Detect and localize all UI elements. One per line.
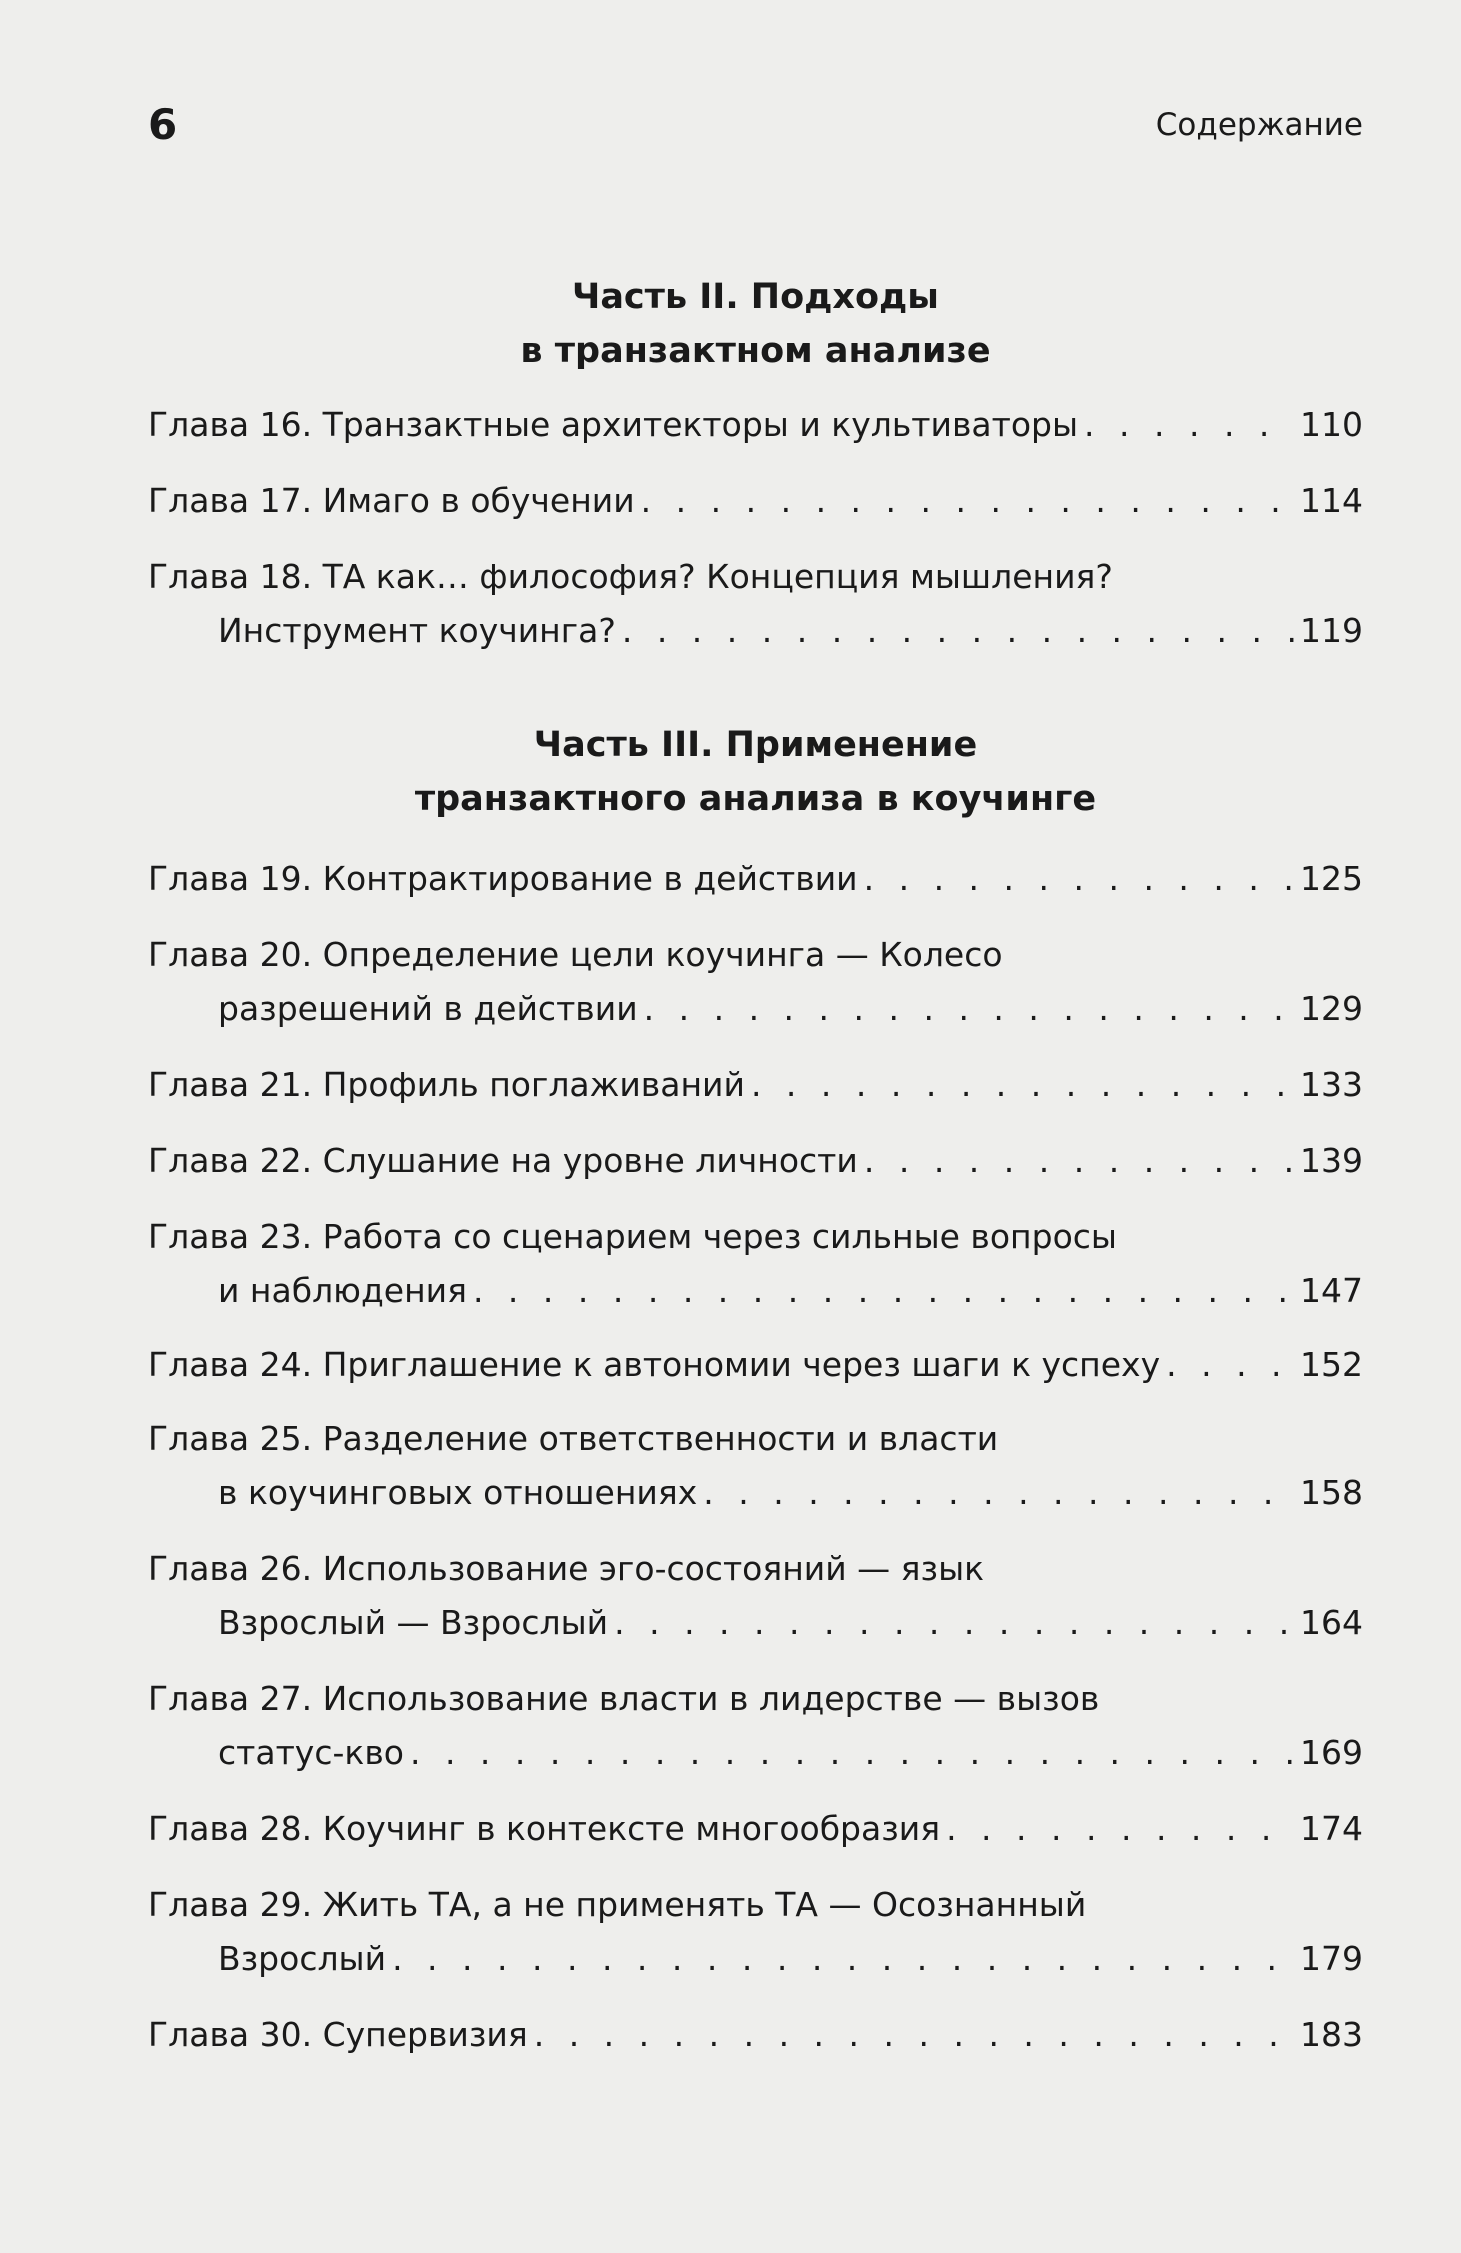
leader-dots [641,474,1294,528]
toc-entry [148,1210,1363,1318]
part-title-line: Часть II. Подходы [572,277,939,317]
toc-entry [148,1412,1363,1520]
leader-dots [622,604,1294,658]
chapter-title: Глава 24. Приглашение к автономии через шаги к успеху [148,1345,1161,1384]
chapter-title: Глава 17. Имаго в обучении [148,481,635,520]
page-ref: 125 [1300,859,1363,898]
chapter-title: Глава 25. Разделение ответственности и власти [148,1419,999,1458]
chapter-title: Глава 26. Использование эго-состояний — язык [148,1549,985,1588]
part-title-line: в транзактном анализе [520,331,991,371]
leader-dots [1084,398,1294,452]
leader-dots [751,1058,1294,1112]
chapter-list [148,852,1363,2062]
page-ref: 147 [1300,1271,1363,1310]
page-number: 6 [148,100,178,149]
table-of-contents [148,270,1363,2084]
leader-dots [644,982,1294,1036]
page-ref: 152 [1300,1345,1363,1384]
page-ref: 158 [1300,1473,1363,1512]
toc-entry [148,550,1363,658]
leader-dots [410,1726,1294,1780]
leader-dots [614,1596,1294,1650]
chapter-title: Глава 23. Работа со сценарием через сильные вопросы [148,1217,1117,1256]
toc-entry [148,1058,1363,1112]
toc-entry [148,928,1363,1036]
toc-entry [148,1542,1363,1650]
page-header [148,95,1363,155]
toc-entry [148,398,1363,452]
page-ref: 179 [1300,1939,1363,1978]
leader-dots [1166,1338,1294,1392]
chapter-title-continued: разрешений в действии [218,989,638,1028]
page-ref: 129 [1300,989,1363,1028]
page-ref: 169 [1300,1733,1363,1772]
chapter-title-continued: статус-кво [218,1733,404,1772]
toc-entry [148,1338,1363,1392]
toc-entry [148,2008,1363,2062]
part-title-line: Часть III. Применение [533,725,978,765]
part-title [148,270,1363,378]
toc-entry [148,474,1363,528]
chapter-title-continued: Взрослый — Взрослый [218,1603,609,1642]
chapter-list [148,398,1363,658]
part-title [148,718,1363,826]
leader-dots [864,1134,1294,1188]
toc-entry [148,1802,1363,1856]
running-head: Содержание [1155,107,1363,143]
part-title-line: транзактного анализа в коучинге [414,779,1097,819]
chapter-title: Глава 21. Профиль поглаживаний [148,1065,745,1104]
chapter-title-continued: Взрослый [218,1939,387,1978]
chapter-title: Глава 19. Контрактирование в действии [148,859,858,898]
toc-entry [148,1134,1363,1188]
leader-dots [703,1466,1294,1520]
page-ref: 164 [1300,1603,1363,1642]
toc-entry [148,1878,1363,1986]
toc-entry [148,852,1363,906]
page-ref: 110 [1300,405,1363,444]
chapter-title: Глава 22. Слушание на уровне личности [148,1141,858,1180]
chapter-title-continued: и наблюдения [218,1271,467,1310]
chapter-title: Глава 16. Транзактные архитекторы и культиваторы [148,405,1079,444]
leader-dots [864,852,1294,906]
leader-dots [392,1932,1294,1986]
chapter-title-continued: Инструмент коучинга? [218,611,616,650]
leader-dots [534,2008,1294,2062]
chapter-title: Глава 27. Использование власти в лидерстве — вызов [148,1679,1100,1718]
chapter-title-continued: в коучинговых отношениях [218,1473,698,1512]
page-ref: 139 [1300,1141,1363,1180]
chapter-title: Глава 18. ТА как… философия? Концепция мышления? [148,557,1113,596]
page-ref: 133 [1300,1065,1363,1104]
page-ref: 114 [1300,481,1363,520]
toc-entry [148,1672,1363,1780]
leader-dots [473,1264,1294,1318]
page-ref: 174 [1300,1809,1363,1848]
page-ref: 183 [1300,2015,1363,2054]
leader-dots [946,1802,1294,1856]
page-ref: 119 [1300,611,1363,650]
chapter-title: Глава 30. Супервизия [148,2015,528,2054]
chapter-title: Глава 29. Жить ТА, а не применять ТА — Осознанный [148,1885,1087,1924]
chapter-title: Глава 28. Коучинг в контексте многообразия [148,1809,941,1848]
chapter-title: Глава 20. Определение цели коучинга — Колесо [148,935,1003,974]
